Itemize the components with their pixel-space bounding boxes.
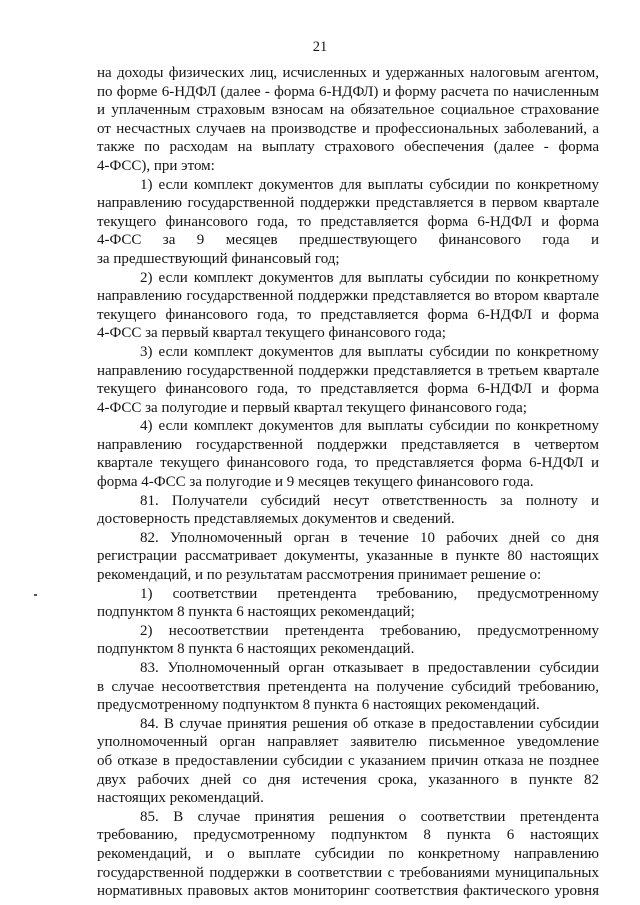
text-line: настоящих рекомендаций. [97, 790, 264, 807]
text-line: 4-ФСС за 9 месяцев предшествующего финансового года и [97, 232, 599, 249]
text-line: направлению государственной поддержки представляется в первом квартале [97, 195, 599, 212]
scan-speck [34, 594, 37, 596]
text-line: государственной поддержки в соответствии с требованиями муниципальных [97, 864, 599, 881]
text-line: 1) соответствии претендента требованию, предусмотренному [140, 585, 599, 602]
text-line: 84. В случае принятия решения об отказе в предоставлении субсидии [140, 715, 599, 732]
text-line: текущего финансового года, то представляется форма 6-НДФЛ и форма [97, 381, 599, 398]
text-line: 82. Уполномоченный орган в течение 10 рабочих дней со дня [140, 529, 599, 546]
text-line: 2) если комплект документов для выплаты субсидии по конкретному [140, 269, 599, 286]
text-line: подпунктом 8 пункта 6 настоящих рекомендаций. [97, 641, 415, 658]
text-line: на доходы физических лиц, исчисленных и удержанных налоговым агентом, [97, 65, 599, 81]
text-line: 4-ФСС за первый квартал текущего финансового года; [97, 325, 446, 342]
text-line: двух рабочих дней со дня истечения срока, указанного в пункте 82 [97, 771, 599, 788]
text-line: в случае несоответствия претендента на получение субсидий требованию, [97, 678, 599, 695]
text-line: по форме 6-НДФЛ (далее - форма 6-НДФЛ) и форму расчета по начисленным [97, 83, 599, 100]
text-line: уполномоченный орган направляет заявителю письменное уведомление [97, 734, 599, 751]
text-line: направлению государственной поддержки представляется во втором квартале [97, 288, 599, 305]
text-line: направлению государственной поддержки представляется в четвертом [97, 436, 599, 453]
text-line: квартале текущего финансового года, то представляется форма 6-НДФЛ и [97, 455, 599, 472]
text-line: предусмотренному подпунктом 8 пункта 6 настоящих рекомендаций. [97, 697, 540, 714]
text-line: 4) если комплект документов для выплаты субсидии по конкретному [140, 418, 599, 435]
text-line: требованию, предусмотренному подпунктом 8 пункта 6 настоящих [97, 827, 599, 844]
document-body [97, 64, 599, 901]
text-line: 4-ФСС), при этом: [97, 157, 215, 174]
page-number: 21 [312, 39, 328, 55]
text-line: текущего финансового года, то представляется форма 6-НДФЛ и форма [97, 213, 599, 230]
text-line: 1) если комплект документов для выплаты субсидии по конкретному [140, 176, 599, 193]
text-line: также по расходам на выплату страхового обеспечения (далее - форма [97, 139, 599, 156]
text-line: регистрации рассматривает документы, указанные в пункте 80 настоящих [97, 548, 599, 565]
text-line: об отказе в предоставлении субсидии с указанием причин отказа не позднее [97, 752, 599, 769]
text-line: от несчастных случаев на производстве и профессиональных заболеваний, а [97, 120, 599, 137]
text-line: подпунктом 8 пункта 6 настоящих рекомендаций; [97, 604, 415, 621]
text-line: текущего финансового года, то представляется форма 6-НДФЛ и форма [97, 306, 599, 323]
text-line: рекомендаций, и по результатам рассмотрения принимает решение о: [97, 567, 542, 584]
text-line: 85. В случае принятия решения о соответствии претендента [140, 808, 599, 825]
text-line: и уплаченным страховым взносам на обязательное социальное страхование [97, 102, 599, 119]
text-line: нормативных правовых актов мониторинг соответствия фактического уровня [97, 883, 599, 900]
text-line: рекомендаций, и о выплате субсидии по конкретному направлению [97, 845, 599, 862]
text-line: направлению государственной поддержки представляется в третьем квартале [97, 362, 599, 379]
text-line: за предшествующий финансовый год; [97, 250, 340, 267]
text-line: 81. Получатели субсидий несут ответственность за полноту и [140, 492, 599, 509]
text-line: 4-ФСС за полугодие и первый квартал текущего финансового года; [97, 399, 527, 416]
text-line: форма 4-ФСС за полугодие и 9 месяцев текущего финансового года. [97, 474, 534, 491]
text-line: 83. Уполномоченный орган отказывает в предоставлении субсидии [140, 660, 599, 676]
text-line: достоверность представляемых документов и сведений. [97, 511, 455, 528]
text-line: 2) несоответствии претендента требованию, предусмотренному [140, 622, 599, 639]
text-line: 3) если комплект документов для выплаты субсидии по конкретному [140, 343, 599, 360]
